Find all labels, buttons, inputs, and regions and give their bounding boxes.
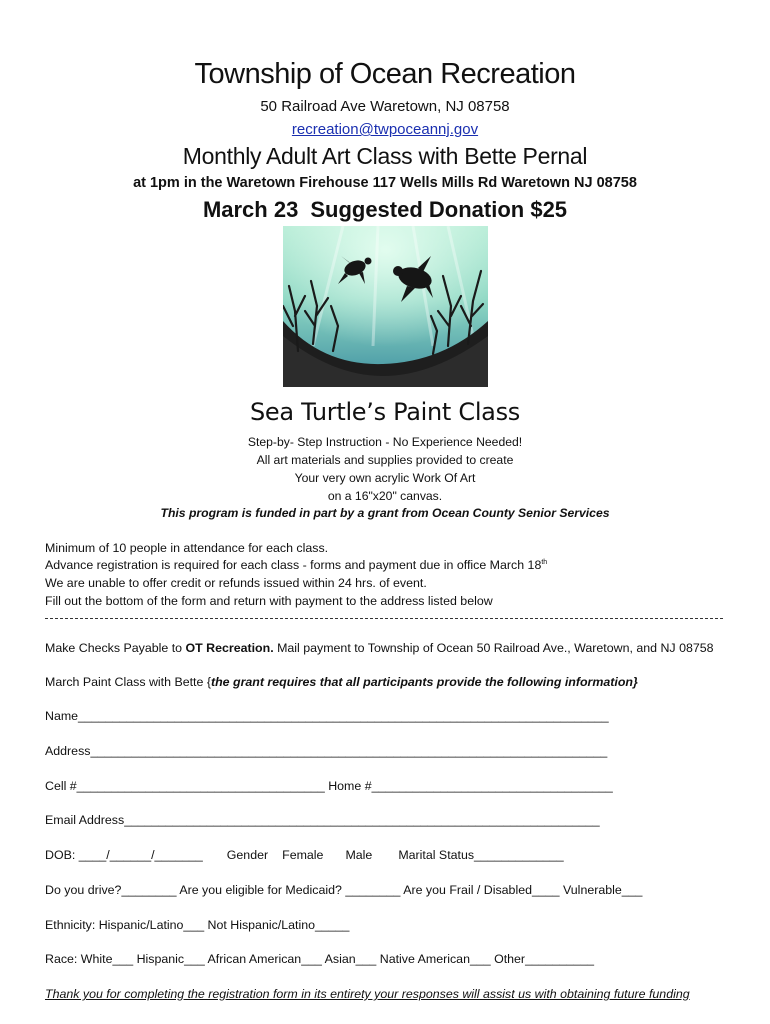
male-option[interactable]: Male <box>345 848 373 862</box>
rule-registration-text: Advance registration is required for each class - forms and payment due in office March 18 <box>45 558 542 572</box>
checks-suffix: Mail payment to Township of Ocean 50 Railroad Ave., Waretown, and NJ 08758 <box>273 641 714 655</box>
rule-refunds: We are unable to offer credit or refunds issued within 24 hrs. of event. <box>45 576 427 590</box>
form-heading <box>45 675 638 689</box>
gender-label: Gender <box>226 848 269 862</box>
funding-note: This program is funded in part by a grant from Ocean County Senior Services <box>160 506 610 520</box>
rule-registration <box>45 558 547 572</box>
thank-you-note: Thank you for completing the registration form in its entirety your responses will assist us with obtaining future funding <box>45 987 690 1001</box>
rule-return: Fill out the bottom of the form and return with payment to the address listed below <box>45 594 493 608</box>
sea-turtle-painting <box>283 226 488 387</box>
email-link[interactable] <box>0 121 770 138</box>
email-field[interactable]: Email Address_____________________________________________________________________ <box>45 813 600 827</box>
desc-line-2: All art materials and supplies provided to create <box>256 453 514 467</box>
checks-prefix: Make Checks Payable to <box>45 641 186 655</box>
cut-line <box>45 618 723 619</box>
dob-field[interactable]: DOB: ____/______/_______ <box>45 848 203 862</box>
marital-status-field[interactable]: Marital Status_____________ <box>398 848 564 862</box>
checks-payee: OT Recreation. <box>185 641 274 655</box>
desc-line-4: on a 16"x20" canvas. <box>327 489 443 503</box>
desc-line-1: Step-by- Step Instruction - No Experience Needed! <box>247 435 523 449</box>
address-line: 50 Railroad Ave Waretown, NJ 08758 <box>260 98 510 115</box>
race-row[interactable]: Race: White___ Hispanic___ African American___ Asian___ Native American___ Other__________ <box>45 952 594 966</box>
dob-gender-row <box>45 848 564 862</box>
ethnicity-row[interactable]: Ethnicity: Hispanic/Latino___ Not Hispanic/Latino_____ <box>45 918 350 932</box>
class-title: Monthly Adult Art Class with Bette Pernal <box>182 143 588 169</box>
email-text: recreation@twpoceannj.gov <box>291 121 479 138</box>
name-field[interactable]: Name_____________________________________________________________________________ <box>45 709 609 723</box>
class-date: March 23 <box>202 197 299 222</box>
page-title: Township of Ocean Recreation <box>194 58 576 90</box>
desc-line-3: Your very own acrylic Work Of Art <box>294 471 476 485</box>
address-field[interactable]: Address___________________________________________________________________________ <box>45 744 608 758</box>
eligibility-row[interactable]: Do you drive?________ Are you eligible for Medicaid? ________ Are you Frail / Disabled____ Vulnerable___ <box>45 883 643 897</box>
donation: Suggested Donation $25 <box>310 197 568 222</box>
female-option[interactable]: Female <box>282 848 324 862</box>
rule-registration-sup: th <box>541 558 548 566</box>
rule-minimum: Minimum of 10 people in attendance for each class. <box>45 541 329 555</box>
date-donation <box>0 197 770 223</box>
phone-fields[interactable]: Cell #____________________________________ Home #___________________________________ <box>45 779 613 793</box>
payment-instructions <box>45 641 714 655</box>
form-heading-text: March Paint Class with Bette { <box>45 675 211 689</box>
form-heading-note: the grant requires that all participants provide the following information} <box>210 675 638 689</box>
location-line: at 1pm in the Waretown Firehouse 117 Wells Mills Rd Waretown NJ 08758 <box>133 175 637 191</box>
paint-class-title: Sea Turtle’s Paint Class <box>250 398 520 426</box>
